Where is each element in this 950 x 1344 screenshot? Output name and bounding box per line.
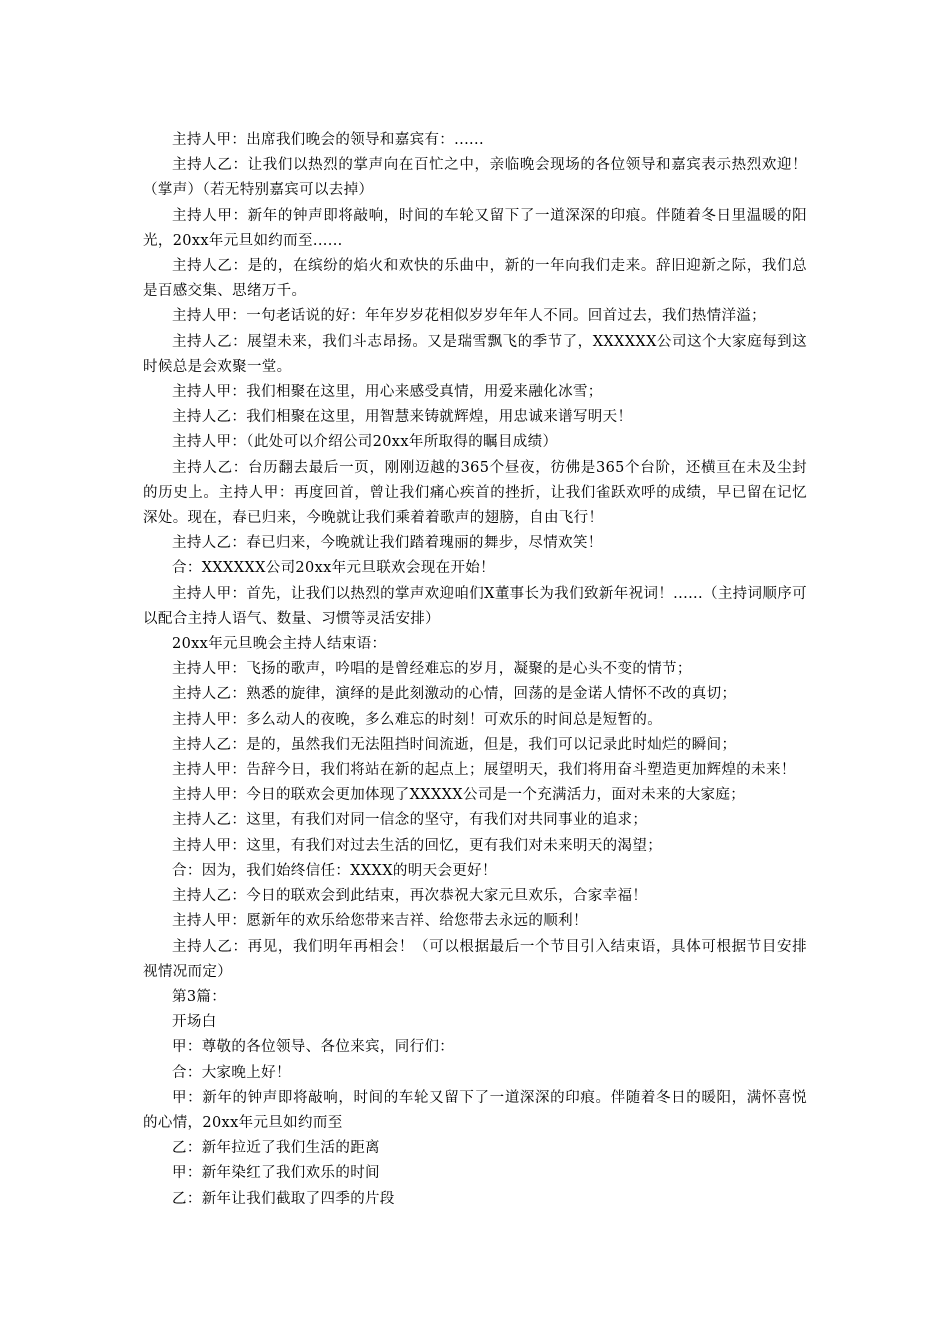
paragraph: 主持人甲：（此处可以介绍公司20xx年所取得的瞩目成绩）: [172, 434, 558, 451]
paragraph: 主持人乙：展望未来，我们斗志昂扬。又是瑞雪飘飞的季节了，XXXXXX公司这个大家庭每到这时候总是会欢聚一堂。: [143, 333, 807, 375]
paragraph: 主持人乙：这里，有我们对同一信念的坚守，有我们对共同事业的追求；: [172, 812, 648, 829]
paragraph: 主持人乙：是的，虽然我们无法阻挡时间流逝，但是，我们可以记录此时灿烂的瞬间；: [172, 736, 737, 753]
paragraph: 主持人甲：多么动人的夜晚，多么难忘的时刻！可欢乐的时间总是短暂的。: [172, 711, 663, 728]
paragraph: 主持人甲：首先，让我们以热烈的掌声欢迎咱们X董事长为我们致新年祝词！......（主持词顺序可以配合主持人语气、数量、习惯等灵活安排）: [143, 585, 807, 627]
section-heading: 第3篇：: [172, 988, 227, 1005]
paragraph: 主持人乙：再见，我们明年再相会！（可以根据最后一个节目引入结束语，具体可根据节目安排视情况而定）: [143, 938, 807, 980]
paragraph: 主持人甲：告辞今日，我们将站在新的起点上；展望明天，我们将用奋斗塑造更加辉煌的未来！: [172, 762, 796, 779]
paragraph: 甲：新年染红了我们欢乐的时间: [172, 1165, 380, 1182]
paragraph: 主持人甲：这里，有我们对过去生活的回忆，更有我们对未来明天的渴望；: [172, 837, 663, 854]
paragraph: 甲：尊敬的各位领导、各位来宾，同行们：: [172, 1039, 455, 1056]
paragraph: 主持人乙：让我们以热烈的掌声向在百忙之中，亲临晚会现场的各位领导和嘉宾表示热烈欢迎！（掌声）（若无特别嘉宾可以去掉）: [143, 157, 807, 199]
paragraph: 主持人乙：台历翻去最后一页，刚刚迈越的365个昼夜，彷佛是365个台阶，还横亘在未及尘封的历史上。主持人甲：再度回首，曾让我们痛心疾首的挫折，让我们雀跃欢呼的成绩，早已留在记忆深处。现在，春已归来，今晚就让我们乘着着歌声的翅膀，自由飞行！: [143, 459, 807, 527]
paragraph: 主持人甲：愿新年的欢乐给您带来吉祥、给您带去永远的顺利！: [172, 913, 588, 930]
paragraph: 合：大家晚上好！: [172, 1064, 291, 1081]
section-subheading: 开场白: [172, 1014, 217, 1031]
document-body: [143, 128, 807, 1212]
paragraph: 主持人乙：春已归来，今晚就让我们踏着瑰丽的舞步，尽情欢笑！: [172, 535, 603, 552]
paragraph: 乙：新年拉近了我们生活的距离: [172, 1140, 380, 1157]
paragraph: 主持人甲：一句老话说的好：年年岁岁花相似岁岁年年人不同。回首过去，我们热情洋溢；: [172, 308, 766, 325]
paragraph: 主持人甲：今日的联欢会更加体现了XXXXX公司是一个充满活力，面对未来的大家庭；: [172, 787, 746, 804]
paragraph: 主持人乙：熟悉的旋律，演绎的是此刻激动的心情，回荡的是金诺人情怀不改的真切；: [172, 686, 737, 703]
paragraph: 主持人甲：飞扬的歌声，吟唱的是曾经难忘的岁月，凝聚的是心头不变的情节；: [172, 661, 692, 678]
paragraph: 主持人乙：今日的联欢会到此结束，再次恭祝大家元旦欢乐，合家幸福！: [172, 888, 648, 905]
paragraph: 合：因为，我们始终信任：XXXX的明天会更好！: [172, 862, 497, 879]
paragraph: 甲：新年的钟声即将敲响，时间的车轮又留下了一道深深的印痕。伴随着冬日的暖阳，满怀喜悦的心情，20xx年元旦如约而至: [143, 1089, 807, 1131]
section-heading: 20xx年元旦晚会主持人结束语：: [172, 636, 387, 653]
paragraph: 主持人乙：我们相聚在这里，用智慧来铸就辉煌，用忠诚来谱写明天！: [172, 409, 633, 426]
paragraph: 主持人甲：我们相聚在这里，用心来感受真情，用爱来融化冰雪；: [172, 384, 603, 401]
paragraph: 主持人乙：是的，在缤纷的焰火和欢快的乐曲中，新的一年向我们走来。辞旧迎新之际，我们总是百感交集、思绪万千。: [143, 258, 807, 300]
paragraph: 主持人甲：新年的钟声即将敲响，时间的车轮又留下了一道深深的印痕。伴随着冬日里温暖的阳光，20xx年元旦如约而至......: [143, 207, 807, 249]
paragraph: 主持人甲：出席我们晚会的领导和嘉宾有：......: [172, 132, 484, 148]
paragraph: 合：XXXXXX公司20xx年元旦联欢会现在开始！: [172, 560, 495, 577]
paragraph: 乙：新年让我们截取了四季的片段: [172, 1190, 395, 1207]
